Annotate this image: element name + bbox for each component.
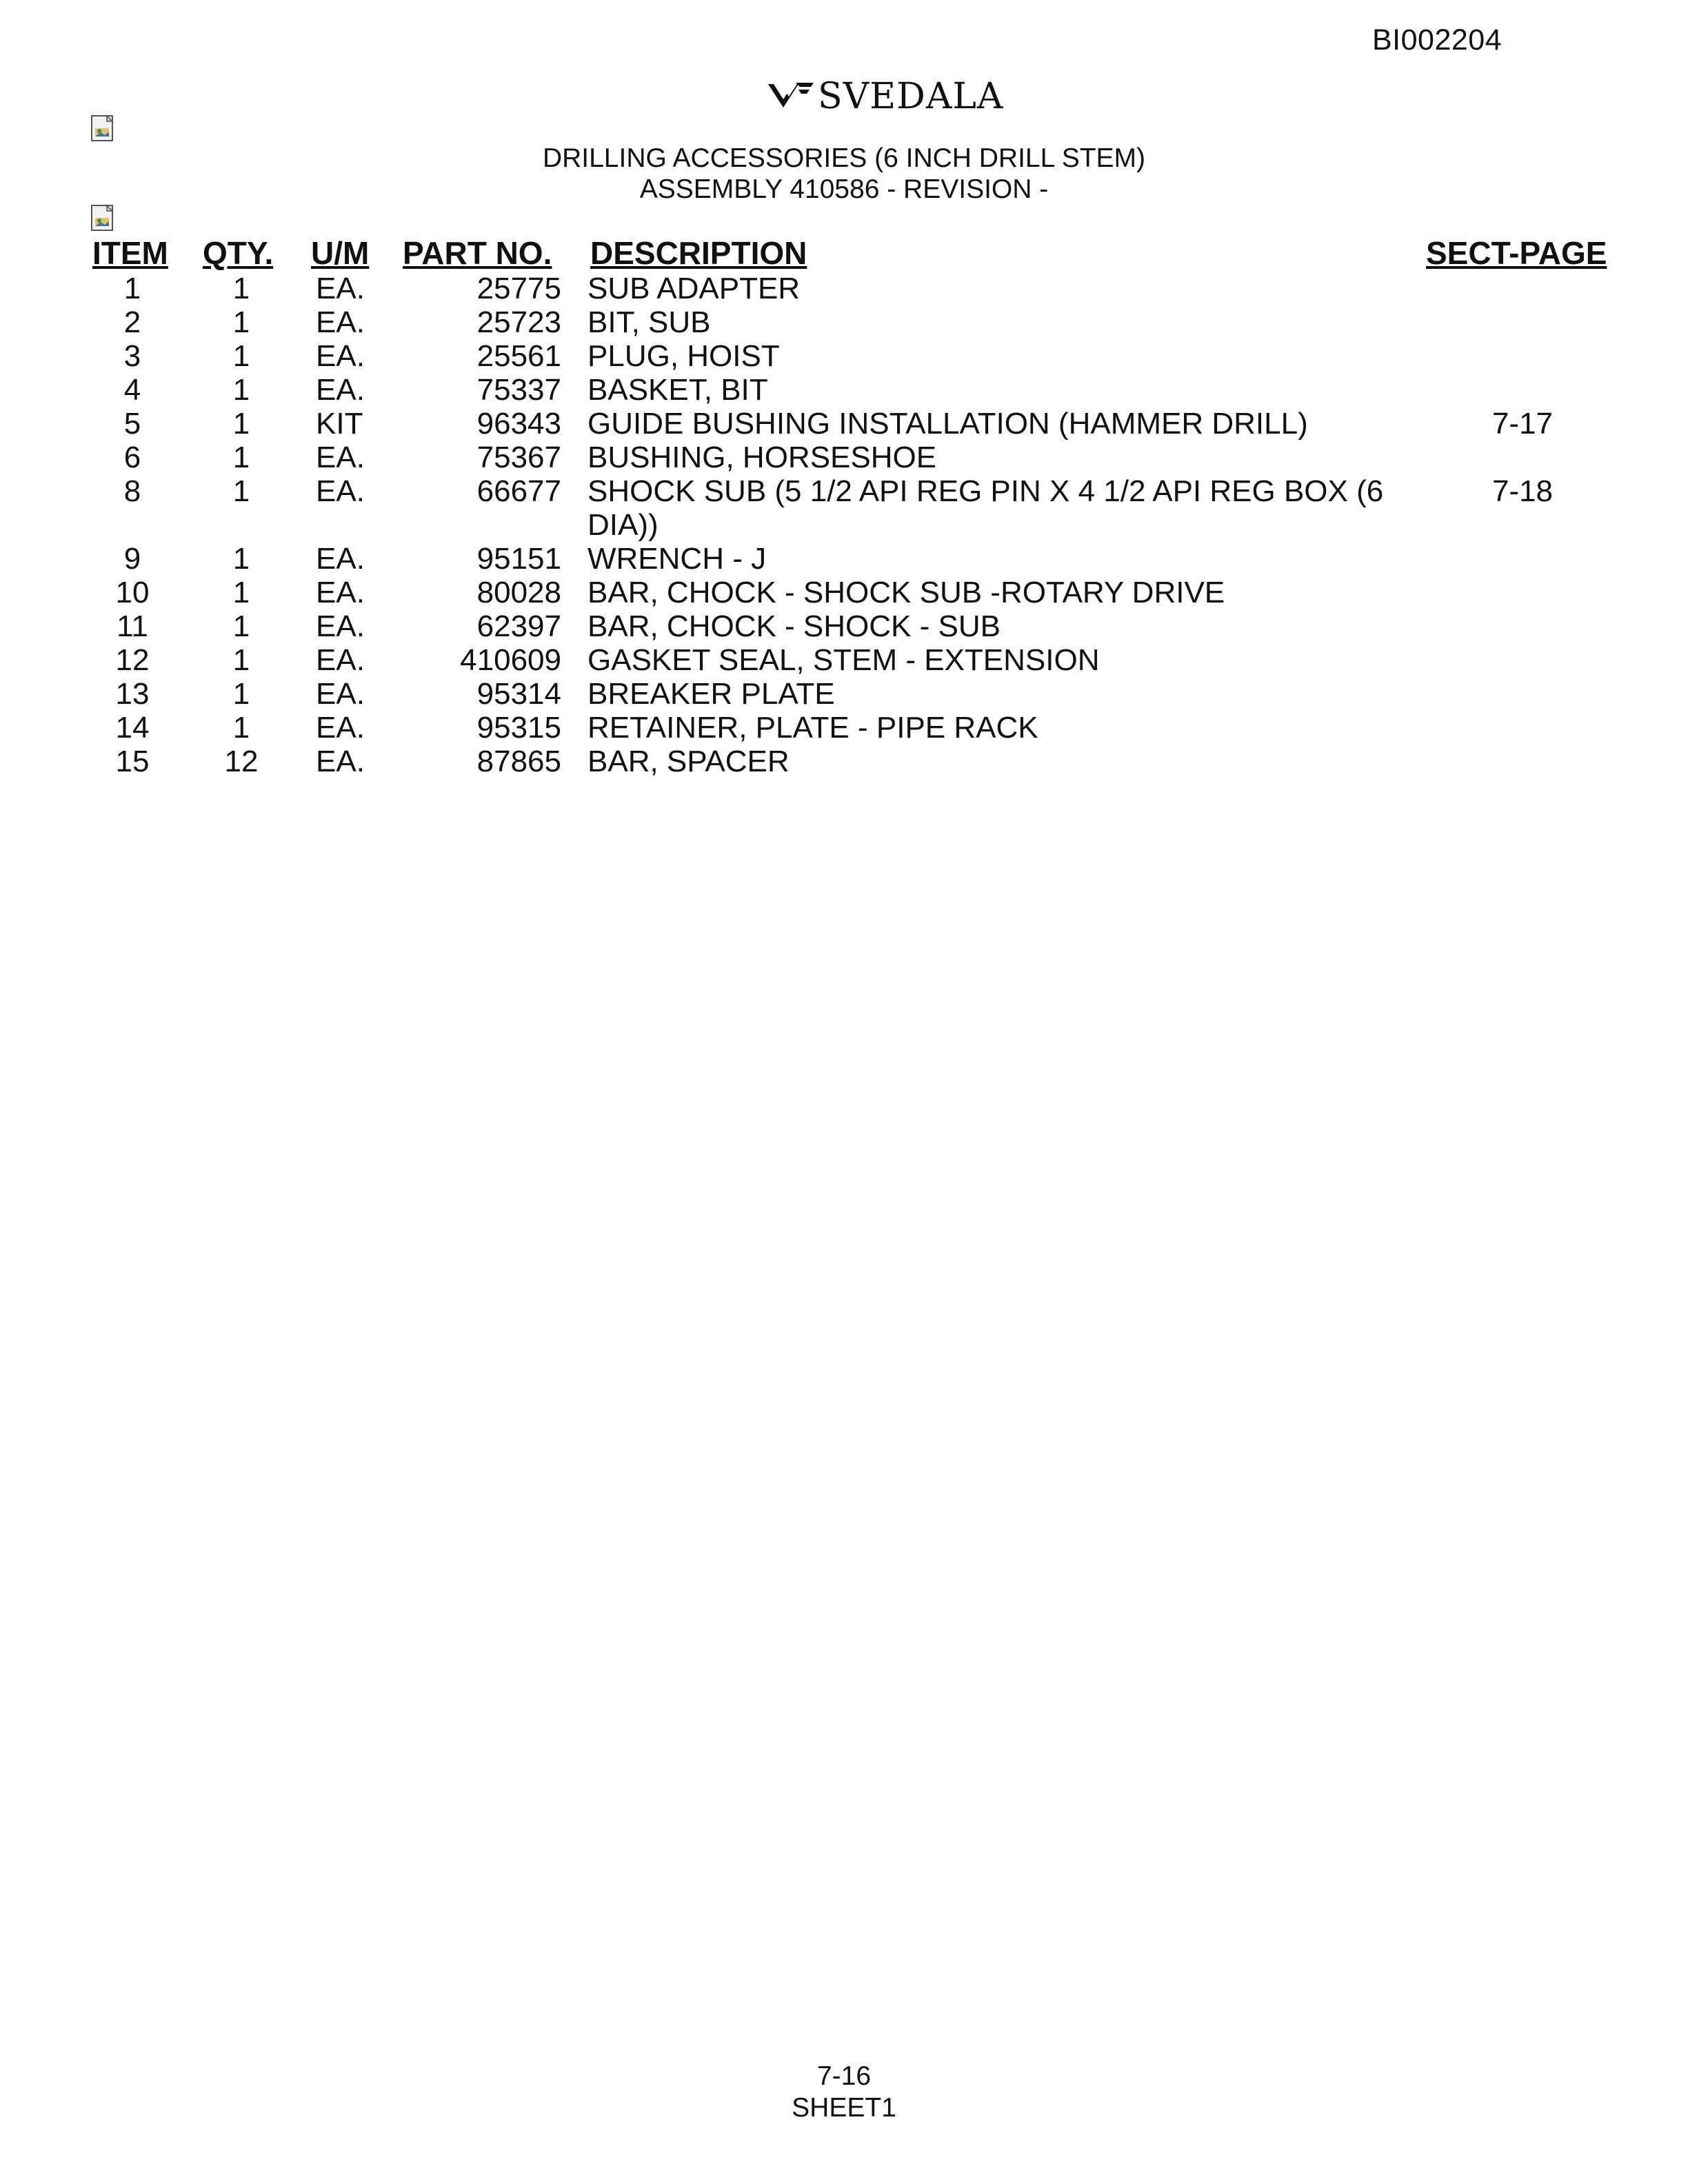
quantity: 1 bbox=[232, 643, 250, 677]
unit-of-measure: EA. bbox=[316, 474, 365, 508]
quantity: 1 bbox=[232, 474, 250, 508]
sect-page: 7-18 bbox=[1491, 474, 1554, 508]
description: SHOCK SUB (5 1/2 API REG PIN X 4 1/2 API REG BOX (6 DIA)) bbox=[587, 474, 1384, 542]
part-number: 410609 bbox=[460, 643, 561, 677]
quantity: 1 bbox=[232, 542, 250, 576]
header-sect-page: SECT-PAGE bbox=[1426, 235, 1607, 271]
quantity: 12 bbox=[224, 745, 259, 778]
part-number: 87865 bbox=[476, 745, 561, 778]
header-part-no: PART NO. bbox=[403, 235, 552, 271]
unit-of-measure: EA. bbox=[316, 441, 365, 474]
table-row bbox=[0, 407, 1688, 441]
item-number: 11 bbox=[117, 609, 148, 643]
table-row bbox=[0, 272, 1688, 305]
description: BREAKER PLATE bbox=[587, 677, 835, 711]
item-number: 1 bbox=[123, 272, 141, 305]
table-row bbox=[0, 745, 1688, 778]
unit-of-measure: EA. bbox=[316, 373, 365, 407]
item-number: 14 bbox=[115, 711, 150, 745]
svedala-logo-mark bbox=[765, 77, 816, 116]
part-number: 75367 bbox=[476, 441, 561, 474]
quantity: 1 bbox=[232, 272, 250, 305]
part-number: 25723 bbox=[476, 305, 561, 339]
table-row bbox=[0, 474, 1688, 542]
quantity: 1 bbox=[232, 373, 250, 407]
quantity: 1 bbox=[232, 711, 250, 745]
part-number: 95151 bbox=[476, 542, 561, 576]
item-number: 8 bbox=[123, 474, 141, 508]
unit-of-measure: EA. bbox=[316, 576, 365, 609]
svedala-logo bbox=[765, 74, 1004, 119]
item-number: 6 bbox=[123, 441, 141, 474]
item-number: 3 bbox=[123, 339, 141, 373]
description: GUIDE BUSHING INSTALLATION (HAMMER DRILL) bbox=[587, 407, 1308, 441]
part-number: 95315 bbox=[476, 711, 561, 745]
table-row bbox=[0, 711, 1688, 745]
part-number: 75337 bbox=[476, 373, 561, 407]
item-number: 4 bbox=[123, 373, 141, 407]
item-number: 15 bbox=[115, 745, 150, 778]
description: BAR, SPACER bbox=[587, 745, 790, 778]
sect-page: 7-17 bbox=[1491, 407, 1554, 441]
part-number: 62397 bbox=[476, 609, 561, 643]
image-placeholder-icon bbox=[90, 204, 117, 233]
unit-of-measure: EA. bbox=[316, 609, 365, 643]
unit-of-measure: EA. bbox=[316, 745, 365, 778]
description: WRENCH - J bbox=[587, 542, 767, 576]
quantity: 1 bbox=[232, 441, 250, 474]
quantity: 1 bbox=[232, 407, 250, 441]
quantity: 1 bbox=[232, 305, 250, 339]
header-item: ITEM bbox=[92, 235, 168, 271]
item-number: 9 bbox=[123, 542, 141, 576]
description: SUB ADAPTER bbox=[587, 272, 801, 305]
description: BASKET, BIT bbox=[587, 373, 768, 407]
document-id: BI002204 bbox=[1372, 23, 1503, 57]
table-row bbox=[0, 339, 1688, 373]
table-row bbox=[0, 305, 1688, 339]
document-title: DRILLING ACCESSORIES (6 INCH DRILL STEM) bbox=[542, 143, 1146, 173]
description: BIT, SUB bbox=[587, 305, 711, 339]
description: GASKET SEAL, STEM - EXTENSION bbox=[587, 643, 1100, 677]
description: BUSHING, HORSESHOE bbox=[587, 441, 937, 474]
unit-of-measure: EA. bbox=[316, 272, 365, 305]
table-row bbox=[0, 609, 1688, 643]
part-number: 95314 bbox=[476, 677, 561, 711]
table-row bbox=[0, 441, 1688, 474]
assembly-subtitle: ASSEMBLY 410586 - REVISION - bbox=[639, 174, 1049, 204]
svedala-logo-text: SVEDALA bbox=[818, 76, 1004, 117]
part-number: 66677 bbox=[476, 474, 561, 508]
page-number: 7-16 bbox=[816, 2061, 872, 2091]
unit-of-measure: EA. bbox=[316, 711, 365, 745]
part-number: 25775 bbox=[476, 272, 561, 305]
item-number: 5 bbox=[123, 407, 141, 441]
table-row bbox=[0, 643, 1688, 677]
table-row bbox=[0, 576, 1688, 609]
unit-of-measure: EA. bbox=[316, 542, 365, 576]
unit-of-measure: EA. bbox=[316, 643, 365, 677]
sheet-label: SHEET1 bbox=[792, 2093, 896, 2123]
table-row bbox=[0, 542, 1688, 576]
image-placeholder-icon bbox=[90, 114, 117, 143]
item-number: 12 bbox=[115, 643, 150, 677]
item-number: 13 bbox=[115, 677, 150, 711]
unit-of-measure: EA. bbox=[316, 677, 365, 711]
quantity: 1 bbox=[232, 576, 250, 609]
quantity: 1 bbox=[232, 677, 250, 711]
description: RETAINER, PLATE - PIPE RACK bbox=[587, 711, 1038, 745]
part-number: 25561 bbox=[476, 339, 561, 373]
table-row bbox=[0, 677, 1688, 711]
unit-of-measure: EA. bbox=[316, 305, 365, 339]
table-row bbox=[0, 373, 1688, 407]
unit-of-measure: EA. bbox=[316, 339, 365, 373]
quantity: 1 bbox=[232, 609, 250, 643]
item-number: 10 bbox=[115, 576, 150, 609]
unit-of-measure: KIT bbox=[316, 407, 363, 441]
part-number: 80028 bbox=[476, 576, 561, 609]
header-qty: QTY. bbox=[203, 235, 274, 271]
description: PLUG, HOIST bbox=[587, 339, 780, 373]
description: BAR, CHOCK - SHOCK - SUB bbox=[587, 609, 1001, 643]
header-um: U/M bbox=[311, 235, 370, 271]
part-number: 96343 bbox=[476, 407, 561, 441]
item-number: 2 bbox=[123, 305, 141, 339]
header-description: DESCRIPTION bbox=[590, 235, 807, 271]
quantity: 1 bbox=[232, 339, 250, 373]
description: BAR, CHOCK - SHOCK SUB -ROTARY DRIVE bbox=[587, 576, 1225, 609]
